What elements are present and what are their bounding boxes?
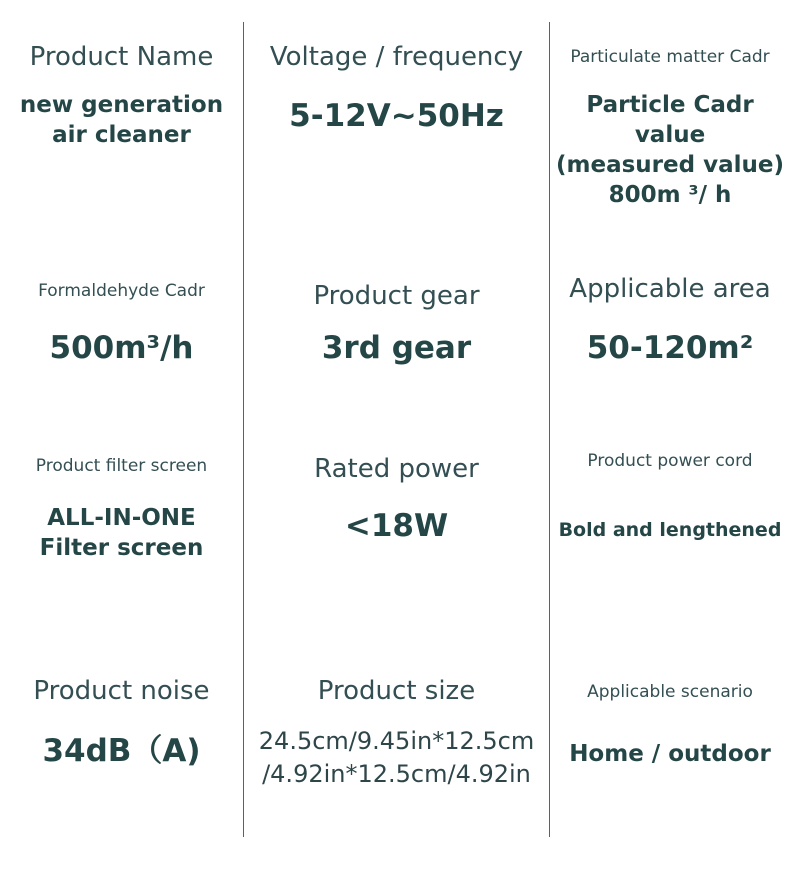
spec-particulate-cadr (550, 40, 790, 208)
spec-label: Product power cord (587, 451, 753, 471)
spec-label: Particulate matter Cadr (570, 47, 770, 67)
spec-value: Home / outdoor (569, 741, 771, 767)
spec-product-size (244, 671, 549, 816)
spec-filter-screen (0, 448, 243, 583)
spec-product-name (0, 40, 243, 200)
spec-value: 34dB（A) (42, 733, 201, 769)
spec-rated-power (244, 448, 549, 583)
spec-label: Product gear (313, 281, 480, 311)
spec-value: Bold and lengthened (558, 519, 782, 541)
spec-value: ALL-IN-ONE Filter screen (39, 505, 204, 561)
spec-label: Rated power (314, 454, 479, 484)
spec-label: Formaldehyde Cadr (38, 281, 205, 301)
spec-voltage-frequency (244, 40, 549, 200)
spec-value: 3rd gear (321, 330, 472, 366)
spec-label: Voltage / frequency (269, 42, 524, 72)
spec-applicable-scenario (550, 671, 790, 816)
spec-label: Product filter screen (35, 456, 208, 476)
spec-label: Product size (317, 676, 476, 706)
spec-value: Particle Cadr value (measured value) 800m ³/ h (556, 92, 784, 208)
spec-product-noise (0, 671, 243, 816)
spec-label: Applicable area (569, 274, 771, 304)
spec-label: Applicable scenario (587, 682, 753, 702)
spec-value: 500m³/h (49, 330, 194, 366)
spec-applicable-area (550, 272, 790, 392)
spec-value: 24.5cm/9.45in*12.5cm /4.92in*12.5cm/4.92in (258, 727, 535, 788)
spec-value: 5-12V~50Hz (289, 98, 504, 134)
spec-formaldehyde-cadr (0, 272, 243, 392)
spec-value: <18W (344, 508, 449, 544)
spec-product-gear (244, 272, 549, 392)
spec-label: Product noise (33, 676, 210, 706)
spec-value: new generation air cleaner (19, 92, 224, 148)
spec-label: Product Name (29, 42, 214, 72)
spec-value: 50-120m² (586, 330, 754, 366)
spec-power-cord (550, 448, 790, 583)
